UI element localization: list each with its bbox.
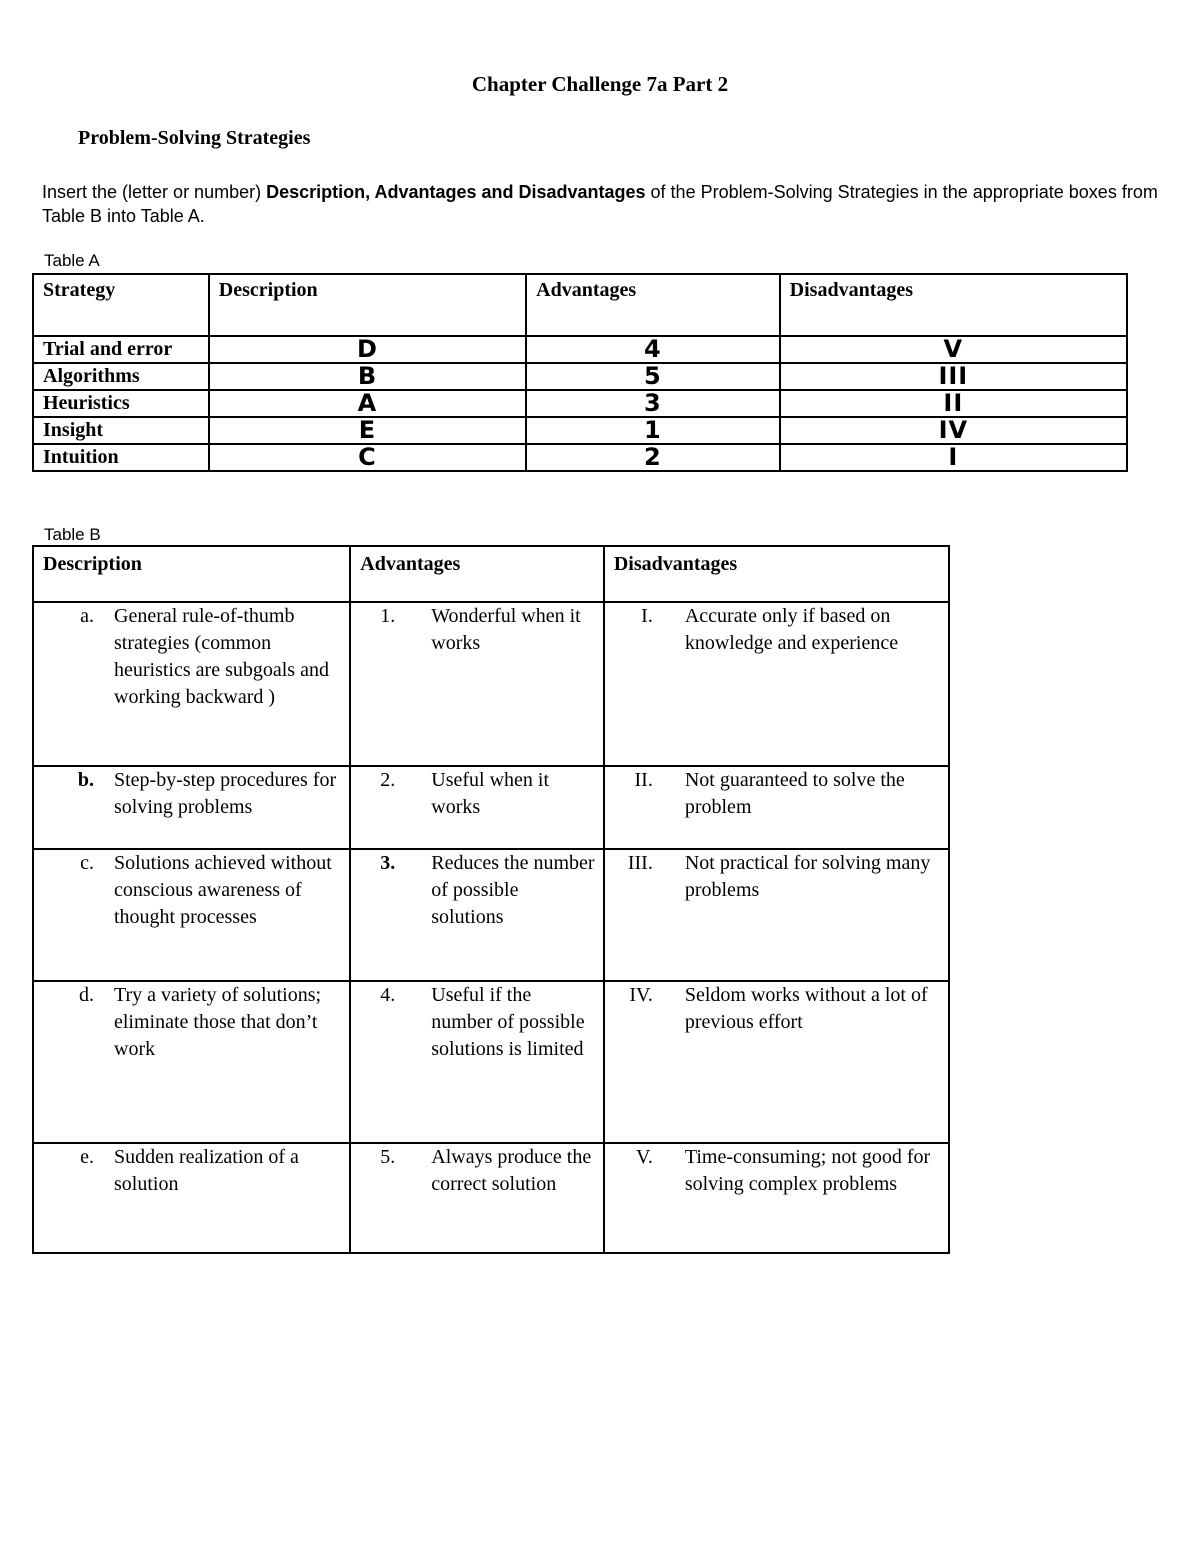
table-b-caption: Table B	[44, 525, 101, 544]
advantage-text: Useful when it works	[431, 769, 550, 818]
description-text: General rule-of-thumb strategies (common heuristics are subgoals and working backward )	[114, 605, 329, 708]
strategy-cell: Insight	[33, 417, 209, 444]
advantage-text: Useful if the number of possible solutions is limited	[431, 984, 585, 1060]
table-a-caption: Table A	[44, 251, 100, 270]
description-text: Try a variety of solutions; eliminate those that don’t work	[114, 984, 322, 1060]
disadvantage-text: Time-consuming; not good for solving complex problems	[684, 1146, 931, 1195]
table-a-header-disadvantages: Disadvantages	[780, 274, 1127, 336]
instructions-prefix: Insert the (letter or number)	[42, 182, 267, 202]
handwritten-disadvantage: V	[780, 336, 1127, 363]
disadvantage-marker: IV.	[629, 984, 653, 1006]
advantage-text: Wonderful when it works	[431, 605, 581, 654]
strategy-cell: Trial and error	[33, 336, 209, 363]
table-b-row	[33, 981, 949, 1143]
instructions-bold: Description, Advantages and Disadvantages	[266, 182, 646, 202]
table-a-header-advantages: Advantages	[526, 274, 780, 336]
handwritten-description: E	[209, 417, 526, 444]
disadvantage-marker: V.	[635, 1146, 653, 1168]
disadvantage-marker: I.	[641, 605, 653, 627]
table-a	[32, 273, 1128, 472]
handwritten-disadvantage: III	[780, 363, 1127, 390]
table-b-header-description: Description	[33, 546, 350, 602]
strategy-cell: Algorithms	[33, 363, 209, 390]
table-a-header-description: Description	[209, 274, 526, 336]
table-b	[32, 545, 950, 1254]
table-b-header-disadvantages: Disadvantages	[604, 546, 949, 602]
table-b-header-row	[33, 546, 949, 602]
advantage-text: Reduces the number of possible solutions	[431, 852, 595, 928]
handwritten-disadvantage: I	[780, 444, 1127, 471]
disadvantage-text: Accurate only if based on knowledge and experience	[684, 605, 899, 654]
description-marker: e.	[80, 1146, 94, 1168]
table-a-header-strategy: Strategy	[33, 274, 209, 336]
handwritten-advantage: 1	[526, 417, 780, 444]
advantage-marker: 4.	[380, 984, 396, 1006]
advantage-marker: 5.	[380, 1146, 396, 1168]
description-marker: d.	[79, 984, 94, 1006]
handwritten-description: A	[209, 390, 526, 417]
table-b-row	[33, 849, 949, 981]
disadvantage-marker: III.	[627, 852, 653, 874]
description-marker: b.	[77, 769, 94, 791]
document-title: Chapter Challenge 7a Part 2	[471, 72, 729, 96]
description-text: Sudden realization of a solution	[114, 1146, 299, 1195]
table-a-row	[33, 390, 1127, 417]
table-a-row	[33, 417, 1127, 444]
instructions	[42, 180, 1172, 228]
handwritten-disadvantage: II	[780, 390, 1127, 417]
description-text: Solutions achieved without conscious awareness of thought processes	[114, 852, 332, 928]
advantage-marker: 1.	[380, 605, 396, 627]
description-text: Step-by-step procedures for solving problems	[114, 769, 337, 818]
advantage-marker: 2.	[380, 769, 396, 791]
handwritten-advantage: 5	[526, 363, 780, 390]
table-a-row	[33, 444, 1127, 471]
table-b-header-advantages: Advantages	[350, 546, 604, 602]
table-a-header-row	[33, 274, 1127, 336]
instructions-suffix: of the Problem-Solving Strategies in the appropriate boxes from Table B into Table A.	[42, 182, 1158, 226]
table-b-row	[33, 1143, 949, 1253]
handwritten-description: C	[209, 444, 526, 471]
handwritten-advantage: 4	[526, 336, 780, 363]
table-a-row	[33, 363, 1127, 390]
handwritten-disadvantage: IV	[780, 417, 1127, 444]
table-b-row	[33, 766, 949, 849]
advantage-marker: 3.	[380, 852, 396, 874]
handwritten-description: D	[209, 336, 526, 363]
strategy-cell: Heuristics	[33, 390, 209, 417]
document-subtitle: Problem-Solving Strategies	[78, 127, 311, 149]
handwritten-advantage: 2	[526, 444, 780, 471]
disadvantage-text: Seldom works without a lot of previous effort	[684, 984, 928, 1033]
table-a-row	[33, 336, 1127, 363]
handwritten-description: B	[209, 363, 526, 390]
description-marker: c.	[80, 852, 94, 874]
disadvantage-text: Not practical for solving many problems	[684, 852, 931, 901]
table-b-row	[33, 602, 949, 766]
handwritten-advantage: 3	[526, 390, 780, 417]
description-marker: a.	[80, 605, 94, 627]
advantage-text: Always produce the correct solution	[431, 1146, 592, 1195]
disadvantage-marker: II.	[634, 769, 653, 791]
disadvantage-text: Not guaranteed to solve the problem	[684, 769, 905, 818]
strategy-cell: Intuition	[33, 444, 209, 471]
